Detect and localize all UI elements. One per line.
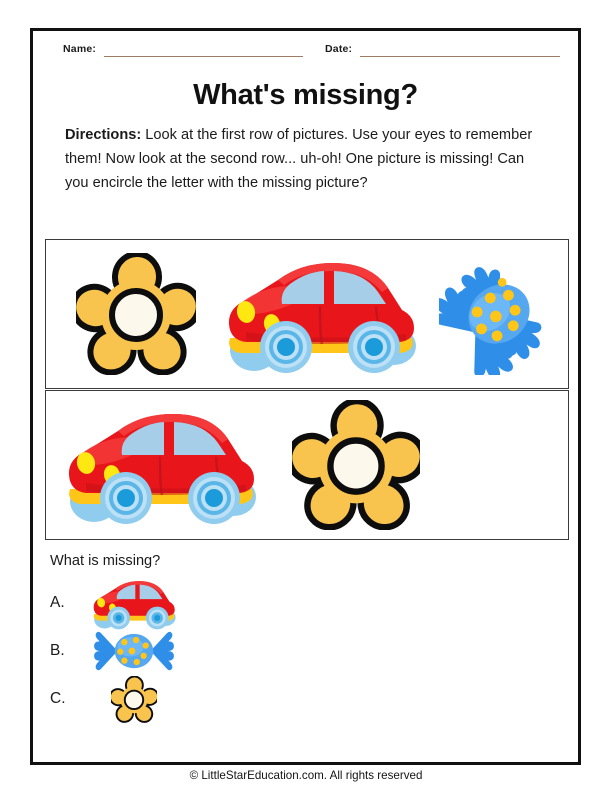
car-wheel-front — [100, 472, 152, 524]
option-a-letter[interactable]: A. — [50, 594, 65, 611]
question-prompt: What is missing? — [50, 553, 161, 569]
picture-row-first — [45, 239, 569, 389]
option-c-letter[interactable]: C. — [50, 690, 66, 707]
option-b-letter[interactable]: B. — [50, 642, 65, 659]
name-field[interactable] — [63, 41, 303, 57]
candy-icon — [92, 629, 176, 673]
row1-item-car — [206, 240, 436, 388]
car-wheel-rear — [188, 472, 240, 524]
footer-copyright: © LittleStarEducation.com. All rights reserved — [189, 769, 423, 782]
car-wheel-rear — [348, 321, 400, 373]
row2-item-flower — [276, 391, 436, 539]
car-wheel-front — [260, 321, 312, 373]
row1-item-flower — [56, 240, 216, 388]
option-b[interactable] — [50, 627, 350, 675]
flower-icon — [292, 400, 420, 530]
page-title: What's missing? — [193, 79, 418, 111]
name-date-row — [33, 31, 578, 79]
row1-item-candy — [431, 240, 566, 388]
car-icon — [88, 577, 180, 630]
option-a-art — [84, 577, 184, 630]
answer-options — [50, 579, 350, 723]
row2-item-car — [46, 391, 276, 539]
date-write-line[interactable] — [360, 41, 560, 57]
car-icon — [216, 254, 426, 374]
directions-body: Look at the first row of pictures. Use your eyes to remember them! Now look at the second row... uh-oh! One picture is missing! Can you encircle the letter with the missing picture? — [65, 127, 533, 191]
option-c-art — [84, 676, 184, 723]
date-field[interactable] — [325, 41, 560, 57]
flower-icon — [76, 253, 196, 375]
worksheet-page — [30, 28, 581, 765]
option-b-art — [84, 629, 184, 673]
name-write-line[interactable] — [104, 41, 303, 57]
directions-label: Directions: — [65, 127, 142, 143]
picture-row-second — [45, 390, 569, 540]
flower-icon — [111, 676, 157, 723]
option-a[interactable] — [50, 579, 350, 627]
car-icon — [56, 405, 266, 525]
date-label: Date: — [325, 43, 353, 55]
candy-icon — [439, 253, 559, 375]
name-label: Name: — [63, 43, 97, 55]
directions-text — [65, 123, 551, 195]
option-c[interactable] — [50, 675, 350, 723]
